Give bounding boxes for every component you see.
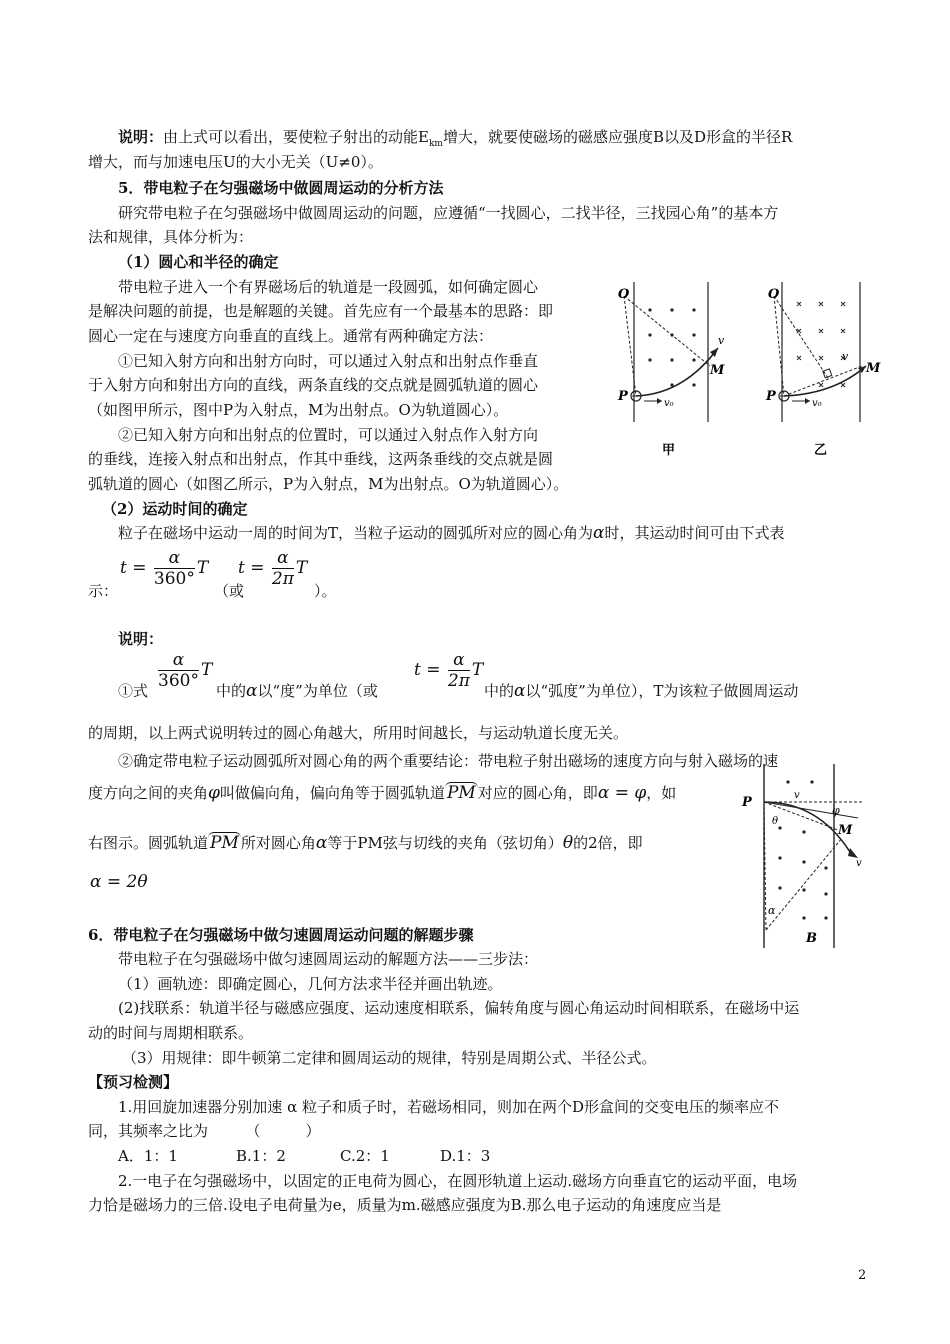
section-6-heading: 6．带电粒子在匀强磁场中做匀速圆周运动问题的解题步骤 (88, 926, 474, 944)
numerator: α (154, 548, 195, 569)
para-text: 度方向之间的夹角 (88, 784, 209, 802)
figure-caption-yi: 乙 (814, 443, 828, 458)
preview-heading: 【预习检测】 (88, 1073, 179, 1091)
subsection-2-heading: （2）运动时间的确定 (102, 500, 248, 518)
question-2-line-1: 2.一电子在匀强磁场中，以固定的正电荷为圆心，在圆形轨道上运动.磁场方向垂直它的运动平面，电场 (118, 1172, 798, 1190)
arc-PM: PM (446, 783, 476, 803)
note-line-2: 增大，而与加速电压U的大小无关（U≠0）。 (88, 153, 383, 171)
para-line: 带电粒子进入一个有界磁场后的轨道是一段圆弧，如何确定圆心 (118, 278, 539, 296)
field-dots (648, 308, 695, 386)
question-1-option-a: A．1：1 (118, 1147, 178, 1165)
para-text: 中的 (484, 682, 515, 700)
note-item-2-line-1: ②确定带电粒子运动圆弧所对圆心角的两个重要结论：带电粒子射出磁场的速度方向与射入磁场的速 (118, 752, 779, 770)
section-5-heading: 5．带电粒子在匀强磁场中做圆周运动的分析方法 (118, 179, 444, 197)
arc-PM: PM (210, 833, 239, 853)
formula-t-radians (238, 548, 307, 589)
note-item-2-line-2 (88, 782, 676, 804)
note-item-1 (118, 680, 148, 702)
label-P: P (742, 795, 752, 810)
theta-symbol: θ (562, 833, 574, 853)
phi-symbol: φ (208, 783, 220, 803)
numerator: α (158, 650, 199, 671)
figure-yi (762, 282, 881, 462)
formula-lhs: t = (238, 558, 265, 578)
note-label: 说明： (118, 128, 164, 146)
time-line-2-prefix: 示： (88, 582, 119, 600)
note-text: 增大，就要使磁场的磁感应强度B以及D形盒的半径R (442, 128, 793, 146)
period-symbol: T (196, 558, 209, 578)
label-v: v (718, 334, 725, 347)
label-M: M (838, 823, 853, 838)
formula-lhs: t = (120, 558, 147, 578)
alpha-symbol: α (315, 833, 328, 853)
para-line: 弧轨道的圆心（如图乙所示，P为入射点，M为出射点。O为轨道圆心）。 (88, 475, 569, 493)
para-line: ①已知入射方向和出射方向时，可以通过入射点和出射点作垂直 (118, 352, 539, 370)
section-6-line: （3）用规律：即牛顿第二定律和圆周运动的规律，特别是周期公式、半径公式。 (122, 1049, 657, 1067)
label-v: v (856, 858, 862, 869)
field-crosses (797, 302, 845, 387)
para-line: 圆心一定在与速度方向垂直的直线上。通常有两种确定方法： (88, 327, 494, 345)
para-line: 的垂线，连接入射点和出射点，作其中垂线，这两条垂线的交点就是圆 (88, 450, 554, 468)
label-O: O (618, 287, 630, 302)
label-P: P (618, 389, 628, 404)
para-text: 时，其运动时间可由下式表 (604, 524, 785, 542)
para-line: （如图甲所示，图中P为入射点，M为出射点。O为轨道圆心）。 (88, 401, 509, 419)
para-text: 粒子在磁场中运动一周的时间为T，当粒子运动的圆弧所对应的圆心角为 (118, 524, 594, 542)
denominator: 360° (158, 671, 199, 691)
figure-caption-jia: 甲 (662, 443, 676, 458)
para-text: 对应的圆心角，即 (477, 784, 598, 802)
numerator: α (448, 650, 470, 671)
fraction (448, 650, 470, 691)
formula-t-degrees (120, 548, 208, 589)
para-text: 的2倍，即 (573, 834, 643, 852)
label-phi: φ (832, 804, 840, 817)
time-line-1 (118, 522, 785, 544)
note-item-1-line-2: 的周期，以上两式说明转过的圆心角越大，所用时间越长，与运动轨道长度无关。 (88, 724, 629, 742)
subsection-1-heading: （1）圆心和半径的确定 (118, 253, 279, 271)
para-line: 是解决问题的前提，也是解题的关键。首先应有一个最基本的思路：即 (88, 302, 554, 320)
label-theta: θ (772, 816, 779, 827)
label-B: B (806, 931, 817, 946)
label-O: O (768, 287, 780, 302)
close-paren: ）。 (314, 582, 337, 600)
label-v: v (842, 350, 849, 363)
alpha-symbol: α (593, 523, 605, 543)
para-text: ，如 (646, 784, 677, 802)
para-text: 以“弧度”为单位），T为该粒子做圆周运动 (525, 682, 799, 700)
section-5-intro-2: 法和规律，具体分析为： (88, 228, 254, 246)
numerator: α (272, 548, 294, 569)
para-text: 叫做偏向角，偏向角等于圆弧轨道 (219, 784, 445, 802)
figure-jia (614, 282, 724, 462)
label-v0: v₀ (812, 398, 822, 409)
or-label: （或 (214, 582, 245, 600)
question-1-option-c: C.2：1 (340, 1147, 390, 1165)
label-M: M (866, 361, 881, 376)
section-6-line: （1）画轨迹：即确定圆心，几何方法求半径并画出轨迹。 (118, 975, 503, 993)
ekm-subscript: km (428, 139, 443, 149)
para-text: 所对圆心角 (240, 834, 316, 852)
question-1-line-2: 同，其频率之比为 （ ） (88, 1122, 321, 1140)
note-2-label: 说明： (118, 630, 164, 648)
note-item-1-cont (216, 680, 378, 702)
section-5-intro-1: 研究带电粒子在匀强磁场中做圆周运动的问题，应遵循“一找圆心，二找半径，三找园心角”的基本方 (118, 204, 779, 222)
field-dots (778, 780, 827, 919)
para-line: ②已知入射方向和出射点的位置时，可以通过入射点作入射方向 (118, 426, 539, 444)
label-alpha: α (768, 904, 776, 917)
section-6-line: 带电粒子在匀强磁场中做匀速圆周运动的解题方法——三步法： (118, 950, 539, 968)
figure-deflection (738, 762, 868, 952)
denominator: 2π (447, 671, 470, 691)
note-item-1-end (484, 680, 798, 702)
page-number: 2 (858, 1268, 867, 1283)
note-text: 由上式可以看出，要使粒子射出的动能E (163, 128, 429, 146)
question-1-line-1: 1.用回旋加速器分别加速 α 粒子和质子时，若磁场相同，则加在两个D形盒间的交变电压的频率应不 (118, 1098, 780, 1116)
para-line: 于入射方向和射出方向的直线，两条直线的交点就是圆弧轨道的圆心 (88, 376, 539, 394)
label-P: P (766, 389, 776, 404)
para-text: 右图示。圆弧轨道 (88, 834, 209, 852)
period-symbol: T (471, 660, 484, 680)
para-text: 中的 (216, 682, 247, 700)
para-text: 以“度”为单位（或 (257, 682, 378, 700)
note-item-2-line-3 (88, 832, 643, 854)
section-6-line: (2)找联系：轨道半径与磁感应强度、运动速度相联系，偏转角度与圆心角运动时间相联系，在磁场中运 (118, 999, 800, 1017)
para-text: ①式 (118, 682, 149, 700)
section-6-line: 动的时间与周期相联系。 (88, 1024, 254, 1042)
formula-lhs: t = (414, 660, 441, 680)
alpha-symbol: α (246, 681, 258, 701)
alpha-equals-phi: α = φ (597, 783, 647, 803)
label-v: v (794, 790, 800, 801)
fraction (272, 548, 294, 589)
period-symbol: T (295, 558, 308, 578)
inline-fraction-radians (414, 650, 483, 691)
para-text: 等于PM弦与切线的夹角（弦切角） (327, 834, 563, 852)
question-1-option-d: D.1：3 (440, 1147, 491, 1165)
period-symbol: T (200, 660, 213, 680)
denominator: 360° (153, 569, 195, 589)
question-2-line-2: 力恰是磁场力的三倍.设电子电荷量为e，质量为m.磁感应强度为B.那么电子运动的角速度应当是 (88, 1196, 722, 1214)
formula-alpha-2theta: α = 2θ (90, 872, 148, 892)
denominator: 2π (271, 569, 294, 589)
inline-fraction-degrees (156, 650, 212, 691)
label-v0: v₀ (664, 398, 674, 409)
question-1-option-b: B.1：2 (236, 1147, 286, 1165)
label-M: M (710, 363, 725, 378)
fraction (154, 548, 195, 589)
fraction (158, 650, 199, 691)
alpha-symbol: α (514, 681, 526, 701)
